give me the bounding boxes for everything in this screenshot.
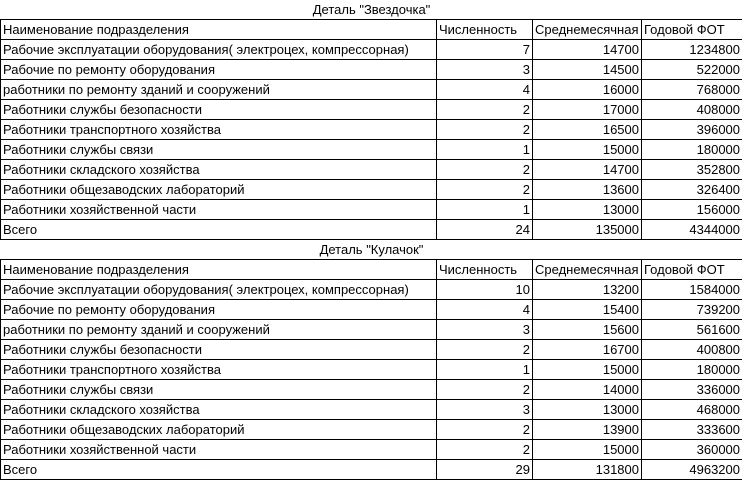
header-cell[interactable]: Годовой ФОТ <box>642 260 742 280</box>
annual-payroll-cell[interactable]: 156000 <box>642 200 742 220</box>
headcount-cell[interactable]: 2 <box>437 440 533 460</box>
table-row <box>1 340 742 360</box>
monthly-salary-cell[interactable]: 13200 <box>533 280 642 300</box>
monthly-salary-cell[interactable]: 13000 <box>533 400 642 420</box>
table-row <box>1 300 742 320</box>
department-cell[interactable]: Работники хозяйственной части <box>1 440 437 460</box>
headcount-cell[interactable]: 1 <box>437 200 533 220</box>
monthly-salary-cell[interactable]: 135000 <box>533 220 642 240</box>
department-cell[interactable]: Работники складского хозяйства <box>1 160 437 180</box>
header-cell[interactable]: Среднемесячная <box>533 20 642 40</box>
table-row <box>1 320 742 340</box>
monthly-salary-cell[interactable]: 16700 <box>533 340 642 360</box>
table-row <box>1 200 742 220</box>
headcount-cell[interactable]: 7 <box>437 40 533 60</box>
table-row <box>1 180 742 200</box>
section-title-row <box>1 240 742 260</box>
table-row <box>1 140 742 160</box>
table-row <box>1 400 742 420</box>
department-cell[interactable]: Работники службы связи <box>1 140 437 160</box>
monthly-salary-cell[interactable]: 15400 <box>533 300 642 320</box>
table-row <box>1 120 742 140</box>
table-body <box>1 0 742 480</box>
department-cell[interactable]: Работники транспортного хозяйства <box>1 360 437 380</box>
headcount-cell[interactable]: 10 <box>437 280 533 300</box>
annual-payroll-cell[interactable]: 336000 <box>642 380 742 400</box>
department-cell[interactable]: Всего <box>1 220 437 240</box>
section-title[interactable]: Деталь "Кулачок" <box>1 240 742 260</box>
annual-payroll-cell[interactable]: 408000 <box>642 100 742 120</box>
annual-payroll-cell[interactable]: 333600 <box>642 420 742 440</box>
header-cell[interactable]: Наименование подразделения <box>1 20 437 40</box>
department-cell[interactable]: Работники складского хозяйства <box>1 400 437 420</box>
headcount-cell[interactable]: 2 <box>437 340 533 360</box>
monthly-salary-cell[interactable]: 15000 <box>533 360 642 380</box>
annual-payroll-cell[interactable]: 180000 <box>642 360 742 380</box>
headcount-cell[interactable]: 2 <box>437 180 533 200</box>
monthly-salary-cell[interactable]: 131800 <box>533 460 642 480</box>
total-row <box>1 460 742 480</box>
section-title-row <box>1 0 742 20</box>
header-cell[interactable]: Годовой ФОТ <box>642 20 742 40</box>
annual-payroll-cell[interactable]: 468000 <box>642 400 742 420</box>
department-cell[interactable]: Работники службы безопасности <box>1 340 437 360</box>
table-row <box>1 380 742 400</box>
annual-payroll-cell[interactable]: 4963200 <box>642 460 742 480</box>
header-cell[interactable]: Численность <box>437 20 533 40</box>
department-cell[interactable]: Работники транспортного хозяйства <box>1 120 437 140</box>
department-cell[interactable]: Работники службы безопасности <box>1 100 437 120</box>
annual-payroll-cell[interactable]: 180000 <box>642 140 742 160</box>
department-cell[interactable]: Работники хозяйственной части <box>1 200 437 220</box>
monthly-salary-cell[interactable]: 15000 <box>533 140 642 160</box>
monthly-salary-cell[interactable]: 14000 <box>533 380 642 400</box>
department-cell[interactable]: Рабочие по ремонту оборудования <box>1 60 437 80</box>
department-cell[interactable]: Рабочие по ремонту оборудования <box>1 300 437 320</box>
monthly-salary-cell[interactable]: 16500 <box>533 120 642 140</box>
header-cell[interactable]: Численность <box>437 260 533 280</box>
header-row <box>1 260 742 280</box>
annual-payroll-cell[interactable]: 360000 <box>642 440 742 460</box>
headcount-cell[interactable]: 4 <box>437 300 533 320</box>
annual-payroll-cell[interactable]: 4344000 <box>642 220 742 240</box>
monthly-salary-cell[interactable]: 14700 <box>533 160 642 180</box>
total-row <box>1 220 742 240</box>
annual-payroll-cell[interactable]: 1234800 <box>642 40 742 60</box>
monthly-salary-cell[interactable]: 14500 <box>533 60 642 80</box>
monthly-salary-cell[interactable]: 15600 <box>533 320 642 340</box>
headcount-cell[interactable]: 24 <box>437 220 533 240</box>
headcount-cell[interactable]: 3 <box>437 320 533 340</box>
table-row <box>1 420 742 440</box>
department-cell[interactable]: Рабочие эксплуатации оборудования( электроцех, компрессорная) <box>1 280 437 300</box>
headcount-cell[interactable]: 2 <box>437 120 533 140</box>
department-cell[interactable]: Работники службы связи <box>1 380 437 400</box>
table-row <box>1 440 742 460</box>
header-cell[interactable]: Наименование подразделения <box>1 260 437 280</box>
annual-payroll-cell[interactable]: 1584000 <box>642 280 742 300</box>
header-row <box>1 20 742 40</box>
department-cell[interactable]: Работники общезаводских лабораторий <box>1 420 437 440</box>
headcount-cell[interactable]: 1 <box>437 140 533 160</box>
annual-payroll-cell[interactable]: 739200 <box>642 300 742 320</box>
monthly-salary-cell[interactable]: 17000 <box>533 100 642 120</box>
headcount-cell[interactable]: 4 <box>437 80 533 100</box>
headcount-cell[interactable]: 2 <box>437 100 533 120</box>
headcount-cell[interactable]: 3 <box>437 400 533 420</box>
headcount-cell[interactable]: 2 <box>437 160 533 180</box>
table-row <box>1 60 742 80</box>
headcount-cell[interactable]: 3 <box>437 60 533 80</box>
table-row <box>1 280 742 300</box>
table-row <box>1 160 742 180</box>
department-cell[interactable]: работники по ремонту зданий и сооружений <box>1 80 437 100</box>
table-row <box>1 80 742 100</box>
monthly-salary-cell[interactable]: 16000 <box>533 80 642 100</box>
section-title[interactable]: Деталь "Звездочка" <box>1 0 742 20</box>
headcount-cell[interactable]: 2 <box>437 420 533 440</box>
headcount-cell[interactable]: 1 <box>437 360 533 380</box>
headcount-cell[interactable]: 29 <box>437 460 533 480</box>
monthly-salary-cell[interactable]: 13600 <box>533 180 642 200</box>
annual-payroll-cell[interactable]: 768000 <box>642 80 742 100</box>
monthly-salary-cell[interactable]: 15000 <box>533 440 642 460</box>
headcount-cell[interactable]: 2 <box>437 380 533 400</box>
department-cell[interactable]: Всего <box>1 460 437 480</box>
table-row <box>1 360 742 380</box>
department-cell[interactable]: работники по ремонту зданий и сооружений <box>1 320 437 340</box>
monthly-salary-cell[interactable]: 13000 <box>533 200 642 220</box>
annual-payroll-cell[interactable]: 522000 <box>642 60 742 80</box>
table-row <box>1 40 742 60</box>
annual-payroll-cell[interactable]: 561600 <box>642 320 742 340</box>
monthly-salary-cell[interactable]: 14700 <box>533 40 642 60</box>
monthly-salary-cell[interactable]: 13900 <box>533 420 642 440</box>
header-cell[interactable]: Среднемесячная <box>533 260 642 280</box>
table-row <box>1 100 742 120</box>
annual-payroll-cell[interactable]: 396000 <box>642 120 742 140</box>
annual-payroll-cell[interactable]: 400800 <box>642 340 742 360</box>
annual-payroll-cell[interactable]: 352800 <box>642 160 742 180</box>
annual-payroll-cell[interactable]: 326400 <box>642 180 742 200</box>
department-cell[interactable]: Работники общезаводских лабораторий <box>1 180 437 200</box>
department-cell[interactable]: Рабочие эксплуатации оборудования( электроцех, компрессорная) <box>1 40 437 60</box>
